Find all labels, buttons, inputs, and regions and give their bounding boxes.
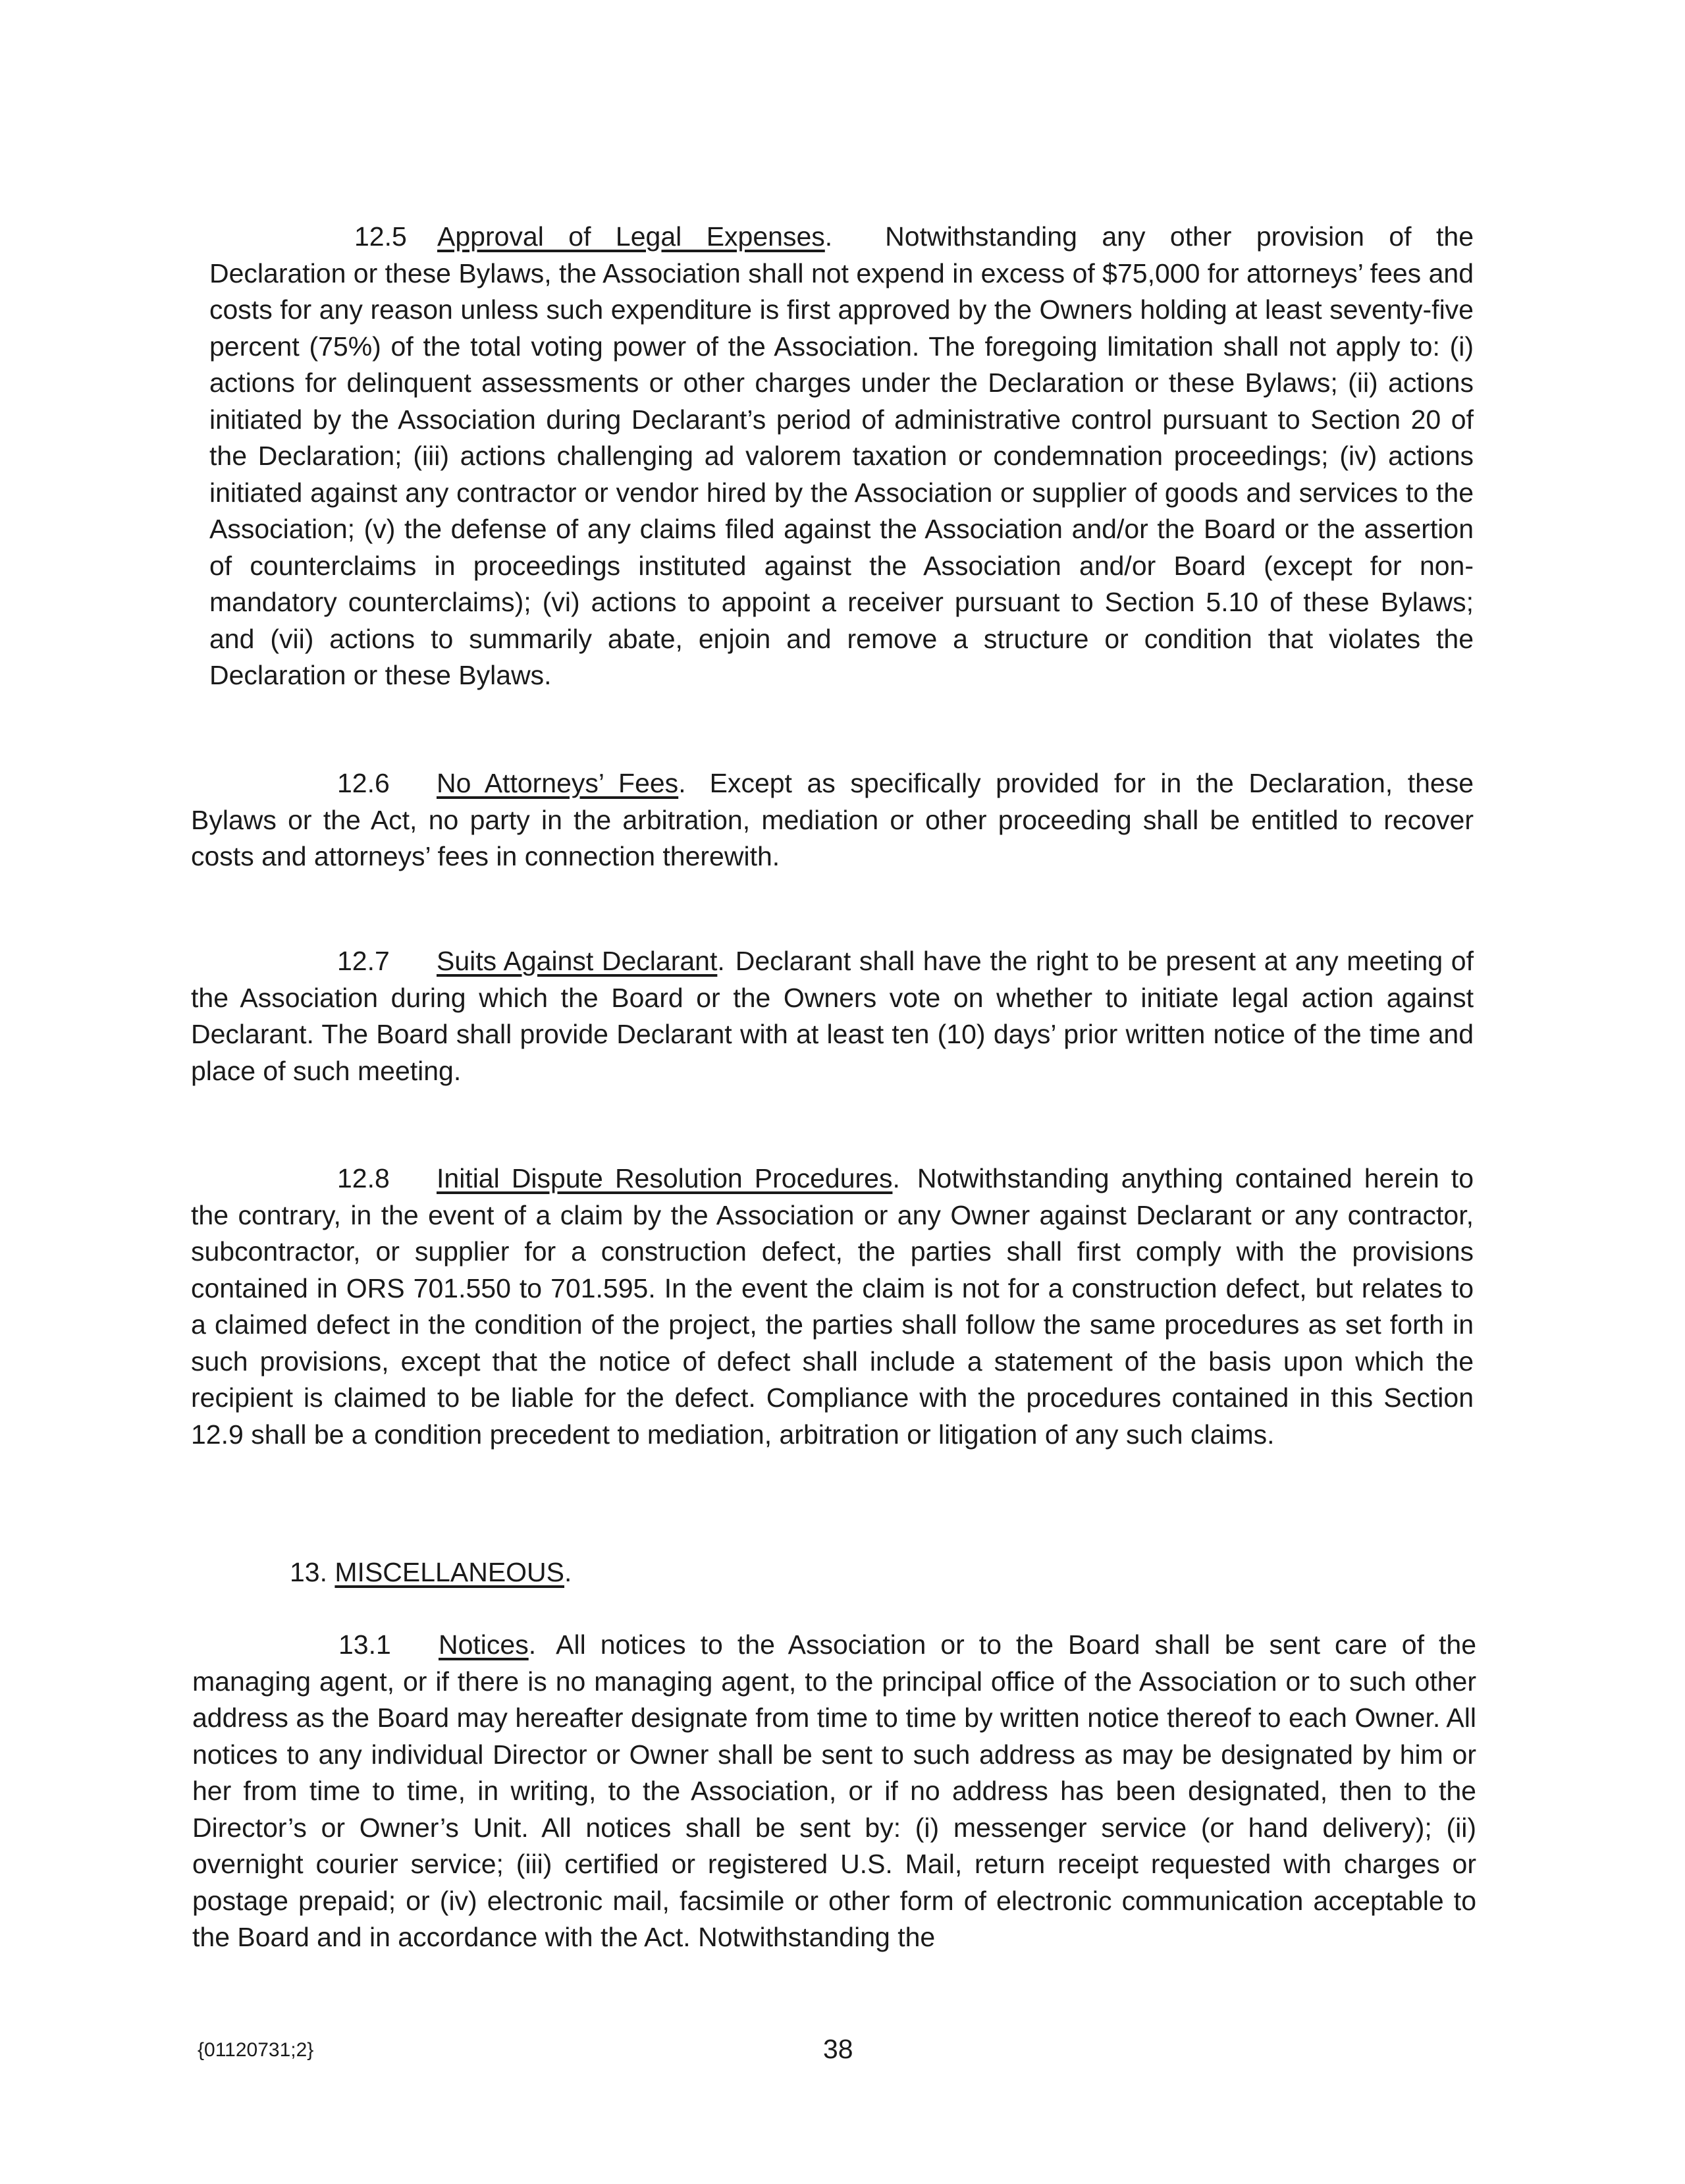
section-number: 13. bbox=[290, 1557, 327, 1587]
section-12-5 bbox=[209, 219, 1474, 694]
section-body: Except as specifically provided for in the Declaration, these Bylaws or the Act, no party in the arbitration, mediation or other proceeding shall be entitled to recover costs and attorneys’ fees in connection therewith. bbox=[191, 768, 1474, 871]
section-title: Suits Against Declarant bbox=[437, 946, 718, 976]
section-title-punct: . bbox=[528, 1629, 537, 1660]
section-12-6 bbox=[191, 765, 1474, 875]
section-13-heading bbox=[290, 1554, 816, 1591]
section-body: Declarant shall have the right to be present at any meeting of the Association during which the Board or the Owners vote on whether to initiate legal action against Declarant. The Board shall provide Declarant with at least ten (10) days’ prior written notice of the time and place of such meeting. bbox=[191, 946, 1474, 1086]
section-body: All notices to the Association or to the Board shall be sent care of the managing agent, or if there is no managing agent, to the principal office of the Association or to such other address as the Board may hereafter designate from time to time by written notice thereof to each Owner. All notices to any individual Director or Owner shall be sent to such address as may be designated by him or her from time to time, in writing, to the Association, or if no address has been designated, then to the Director’s or Owner’s Unit. All notices shall be sent by: (i) messenger service (or hand delivery); (ii) overnight courier service; (iii) certified or registered U.S. Mail, return receipt requested with charges or postage prepaid; or (iv) electronic mail, facsimile or other form of electronic communication acceptable to the Board and in accordance with the Act. Notwithstanding the bbox=[192, 1629, 1476, 1952]
section-number: 12.7 bbox=[337, 946, 390, 976]
section-title-punct: . bbox=[892, 1163, 900, 1193]
section-title-punct: . bbox=[678, 768, 686, 798]
section-title-punct: . bbox=[564, 1557, 572, 1587]
section-12-7 bbox=[191, 943, 1474, 1089]
section-title: Initial Dispute Resolution Procedures bbox=[437, 1163, 893, 1193]
section-13-1 bbox=[192, 1627, 1476, 1956]
document-id: {01120731;2} bbox=[198, 2039, 314, 2061]
section-title-punct: . bbox=[717, 946, 725, 976]
section-number: 12.5 bbox=[354, 221, 407, 252]
section-title: MISCELLANEOUS bbox=[334, 1557, 565, 1587]
page-number: 38 bbox=[823, 2034, 853, 2064]
section-body: Notwithstanding anything contained herein to the contrary, in the event of a claim by the Association or any Owner against Declarant or any contractor, subcontractor, or supplier for a construction defect, the parties shall first comply with the provisions contained in ORS 701.550 to 701.595. In the event the claim is not for a construction defect, but relates to a claimed defect in the condition of the project, the parties shall follow the same procedures as set forth in such provisions, except that the notice of defect shall include a statement of the basis upon which the recipient is claimed to be liable for the defect. Compliance with the procedures contained in this Section 12.9 shall be a condition precedent to mediation, arbitration or litigation of any such claims. bbox=[191, 1163, 1474, 1450]
section-body: Notwithstanding any other provision of the Declaration or these Bylaws, the Association shall not expend in excess of $75,000 for attorneys’ fees and costs for any reason unless such expenditure is first approved by the Owners holding at least seventy-five percent (75%) of the total voting power of the Association. The foregoing limitation shall not apply to: (i) actions for delinquent assessments or other charges under the Declaration or these Bylaws; (ii) actions initiated by the Association during Declarant’s period of administrative control pursuant to Section 20 of the Declaration; (iii) actions challenging ad valorem taxation or condemnation proceedings; (iv) actions initiated against any contractor or vendor hired by the Association or supplier of goods and services to the Association; (v) the defense of any claims filed against the Association and/or the Board or the assertion of counterclaims in proceedings instituted against the Association and/or Board (except for non-mandatory counterclaims); (vi) actions to appoint a receiver pursuant to Section 5.10 of these Bylaws; and (vii) actions to summarily abate, enjoin and remove a structure or condition that violates the Declaration or these Bylaws. bbox=[209, 221, 1474, 690]
section-title-punct: . bbox=[824, 221, 833, 252]
section-title: No Attorneys’ Fees bbox=[437, 768, 679, 798]
section-number: 12.6 bbox=[337, 768, 390, 798]
section-12-8 bbox=[191, 1160, 1474, 1453]
section-number: 12.8 bbox=[337, 1163, 390, 1193]
section-title: Approval of Legal Expenses bbox=[437, 221, 825, 252]
section-title: Notices bbox=[439, 1629, 529, 1660]
section-number: 13.1 bbox=[338, 1629, 391, 1660]
